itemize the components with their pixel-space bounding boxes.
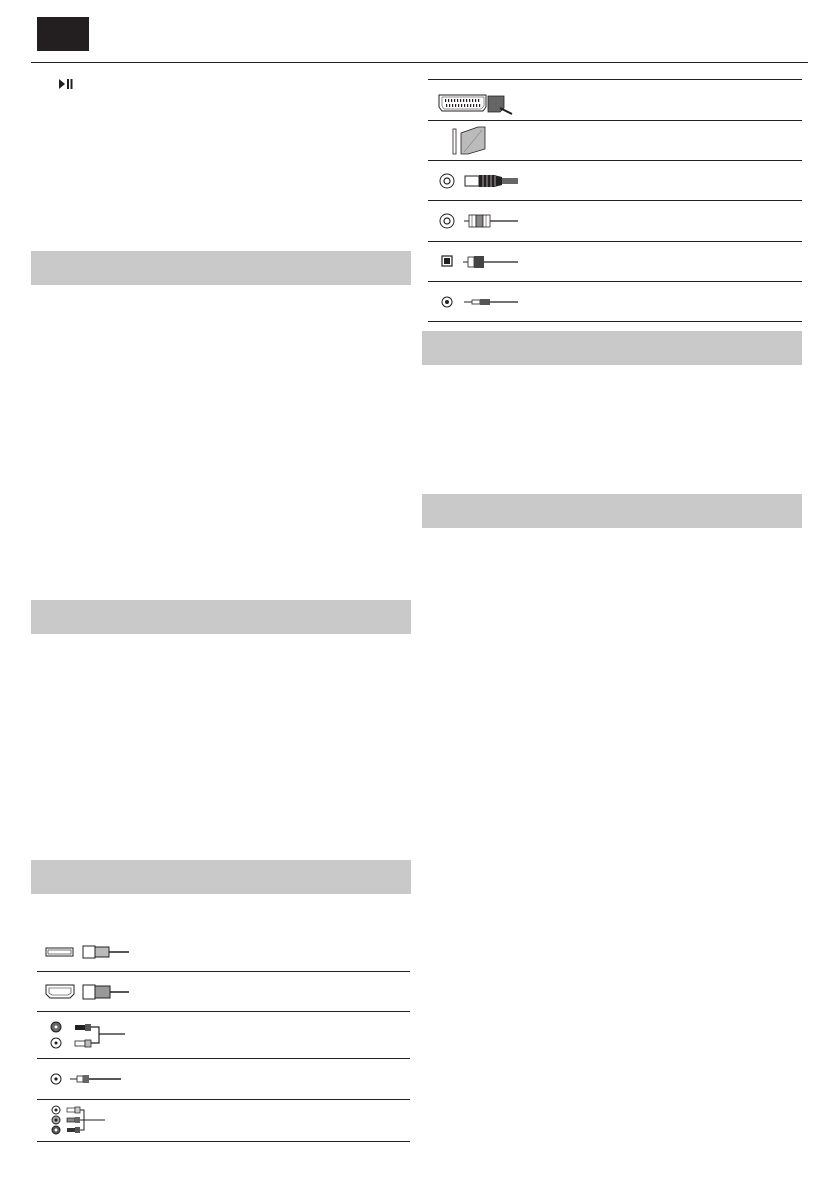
language-tab [37,17,89,51]
component-video-port-icon [37,1100,410,1141]
optical-audio-port-icon [428,242,802,281]
connector-row [428,79,802,121]
satellite-lnb-port-icon [428,201,802,241]
scart-port-icon [428,80,802,120]
connector-row [37,932,410,972]
connector-row [37,1100,410,1142]
section-heading-band [31,600,411,634]
headphone-jack-icon [428,282,802,321]
connector-row [428,201,802,242]
section-heading-band [31,251,411,285]
header-rule [31,62,808,63]
connector-row [428,282,802,322]
section-heading-band [422,494,802,528]
connector-row [428,121,802,161]
usb-port-icon [37,932,410,971]
connector-table-right [428,79,802,322]
connector-row [37,1059,410,1100]
connector-row [428,161,802,201]
section-heading-band [422,331,802,365]
play-pause-icon [59,78,73,90]
connector-table-left [37,932,410,1142]
audio-rca-port-icon [37,1012,410,1058]
connector-row [428,242,802,282]
ci-card-slot-icon [428,121,802,160]
connector-row [37,972,410,1012]
hdmi-port-icon [37,972,410,1011]
connector-row [37,1012,410,1059]
section-heading-band [31,860,411,894]
antenna-rf-port-icon [428,161,802,200]
coaxial-digital-port-icon [37,1059,410,1099]
